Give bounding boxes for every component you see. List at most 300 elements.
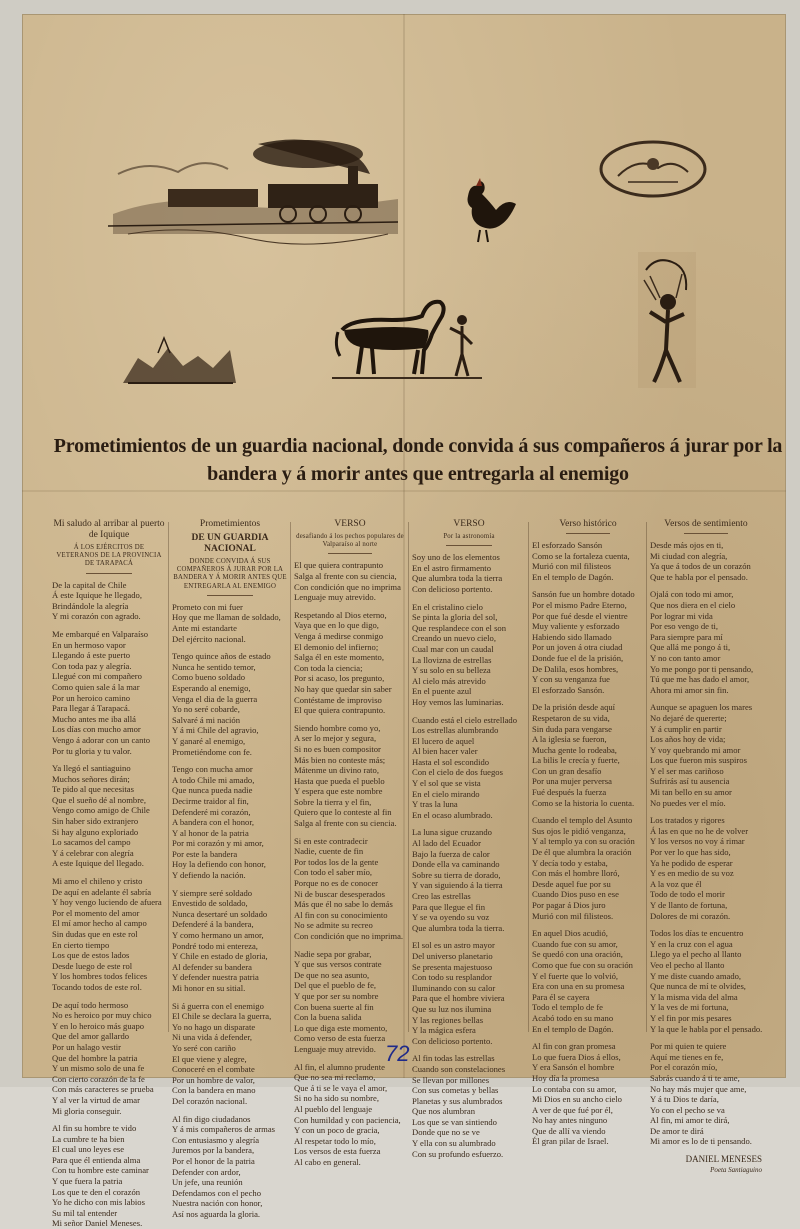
verse-line: Si hay alguno exploriado xyxy=(52,826,139,837)
verse-line: Y las regiones bellas xyxy=(412,1014,484,1025)
verse-line: De aquí todo hermoso xyxy=(52,999,129,1010)
verse-line: Y con su venganza fue xyxy=(532,674,610,685)
verse-line: Venga á medirse conmigo xyxy=(294,630,384,641)
verse-line: Ni una vida á defender, xyxy=(172,1032,253,1043)
verse-line: De que no sea asunto, xyxy=(294,969,370,980)
verse-line: Y al templo ya con su oración xyxy=(532,836,635,847)
verse-line: El demonio del infierno; xyxy=(294,641,379,652)
verse-line: En aquel Dios acudió, xyxy=(532,928,608,939)
column-heading: Versos de sentimiento xyxy=(664,519,748,529)
stanza xyxy=(532,540,644,582)
verse-line: A todo Chile mi amado, xyxy=(172,774,255,785)
verse-line: Mi amo el chileno y cristo xyxy=(52,876,143,887)
verse-line: En el templo de Dagón. xyxy=(532,571,614,582)
verse-line: No se admite su recreo xyxy=(294,920,373,931)
verse-line: Y tras la luna xyxy=(412,799,458,810)
verse-line: Del que el pueblo de fe, xyxy=(294,980,377,991)
verse-line: Prometiéndome con fe. xyxy=(172,746,252,757)
verse-line: Y ella con su alumbrado xyxy=(412,1138,496,1149)
stanza xyxy=(532,928,644,1034)
verse-line: Defendamos con el pecho xyxy=(172,1187,262,1198)
verse-line: Conoceré en el combate xyxy=(172,1064,255,1075)
verse-line: Al fin, mi amor te dirá, xyxy=(650,1115,730,1126)
verse-line: La llovizna de estrellas xyxy=(412,654,492,665)
verse-line: Muchos señores dirán; xyxy=(52,773,130,784)
verse-line: Sansón fue un hombre dotado xyxy=(532,589,635,600)
stanza xyxy=(52,763,166,869)
verse-line: Yo me pongo por ti pensando, xyxy=(650,663,754,674)
verse-line: Vaya que en lo que digo, xyxy=(294,620,379,631)
verse-line: Por mi quien te quiere xyxy=(650,1041,727,1052)
verse-line: Y defiendo la nación. xyxy=(172,870,246,881)
verse-line: Te pido al que necesitas xyxy=(52,784,134,795)
verse-line: Los que de estos lados xyxy=(52,950,130,961)
stanza xyxy=(412,827,526,933)
stanza xyxy=(532,815,644,921)
verse-line: Y á mi Chile del agravio, xyxy=(172,725,259,736)
verse-line: Tocando todos de este rol. xyxy=(52,981,142,992)
verse-line: Y al ver la virtud de amar xyxy=(52,1094,140,1105)
verse-line: Con entusiasmo y alegría xyxy=(172,1134,260,1145)
verse-line: Que alumbra toda la tierra. xyxy=(412,922,505,933)
verse-line: Vengo como amigo de Chile xyxy=(52,805,150,816)
verse-line: Al bien hacer valer xyxy=(412,746,478,757)
verse-line: Con toda paz y alegría. xyxy=(52,660,132,671)
verse-line: Para que llegue el fin xyxy=(412,901,486,912)
verse-line: Nunca he sentido temor, xyxy=(172,661,256,672)
verse-line: Los tratados y rigores xyxy=(650,815,725,826)
verse-line: Y á cumplir en partir xyxy=(650,723,722,734)
verse-line: Bajo la fuerza de calor xyxy=(412,848,490,859)
verse-line: Sin duda para vengarse xyxy=(532,723,612,734)
verse-line: Yo he dicho con mis labios xyxy=(52,1197,145,1208)
verse-line: Lo sacamos del campo xyxy=(52,837,131,848)
verse-line: Cuando fue con su amor, xyxy=(532,938,618,949)
broadside-sheet xyxy=(22,14,786,1229)
verse-line: Y hoy vengo luciendo de afuera xyxy=(52,897,162,908)
verse-line: Salga él en este momento, xyxy=(294,652,384,663)
verse-line: Se presenta majestuoso xyxy=(412,961,493,972)
verse-line: Planetas y sus alumbrados xyxy=(412,1095,503,1106)
verse-line: No puedes ver el mío. xyxy=(650,797,726,808)
verse-line: Los años hoy de vida; xyxy=(650,734,726,745)
verse-line: Que alumbra toda la tierra xyxy=(412,573,503,584)
verse-line: De aquí en adelante él sabría xyxy=(52,886,152,897)
column-subheading: Á LOS EJÉRCITOS DE VETERANOS DE LA PROVINCIA DE TARAPACÁ xyxy=(56,544,162,568)
verse-line: Para él se cayera xyxy=(532,991,590,1002)
verse-line: Sobre la tierra y el fin, xyxy=(294,796,372,807)
verse-line: Ni de buscar desesperados xyxy=(294,888,385,899)
verse-line: En el cielo mirando xyxy=(412,788,480,799)
verse-line: Hoy día la promesa xyxy=(532,1072,600,1083)
verse-line: Por pagar á Dios juro xyxy=(532,900,606,910)
verse-line: Todos los días te encuentro xyxy=(650,928,744,939)
poem-column-4 xyxy=(412,519,526,1159)
verse-line: Brindándole la alegría xyxy=(52,600,129,611)
stanza xyxy=(172,888,288,994)
verse-line: Tú que me has dado el amor, xyxy=(650,674,750,685)
verse-line: De amor te dirá xyxy=(650,1125,704,1136)
verse-line: Defenderé á la bandera, xyxy=(172,919,254,930)
verse-line: Por si acaso, los pregunto, xyxy=(294,673,385,684)
verse-line: Por este la bandera xyxy=(172,848,238,859)
verse-line: Con más el hombre lloró, xyxy=(532,868,620,879)
verse-line: Á este Iquique he llegado, xyxy=(52,590,142,601)
verse-line: Salvaré á mi nación xyxy=(172,714,241,725)
verse-line: El cual uno leyes ese xyxy=(52,1144,125,1155)
verse-line: Al fin, el alumno prudente xyxy=(294,1061,385,1072)
verse-line: Y un mismo solo de una fe xyxy=(52,1063,145,1074)
verse-line: Nadie sepa por grabar, xyxy=(294,948,372,959)
verse-line: Y á tu Dios te daría, xyxy=(650,1094,719,1105)
verse-line: Para llegar á Tarapacá. xyxy=(52,703,130,714)
verse-line: Yo con el pecho se va xyxy=(650,1104,725,1115)
stanza xyxy=(412,1053,526,1159)
verse-line: Todo el templo de fe xyxy=(532,1002,603,1013)
column-subheading: desafiando á los pechos populares de Valparaíso al norte xyxy=(296,533,404,549)
verse-line: Con la buena salida xyxy=(294,1012,362,1023)
stanza xyxy=(52,629,166,756)
verse-line: Creando un nuevo cielo, xyxy=(412,633,497,644)
stanza xyxy=(294,1062,406,1168)
verse-line: Y es en medio de su voz xyxy=(650,868,734,879)
stanza xyxy=(650,702,762,808)
verse-line: Con condición que no imprima xyxy=(294,581,401,592)
verse-line: Sabrás cuando á ti te ame, xyxy=(650,1072,740,1083)
verse-line: No es heroico por muy chico xyxy=(52,1010,152,1021)
verse-line: El esforzado Sansón xyxy=(532,540,603,550)
verse-line: Sobre su tierra de dorado, xyxy=(412,869,501,880)
verse-line: Contéstame de improviso xyxy=(294,694,382,705)
verse-line: Con la bandera en mano xyxy=(172,1085,256,1096)
verse-line: Y siempre seré soldado xyxy=(172,887,253,898)
column-divider xyxy=(646,522,647,1032)
verse-line: Los que fueron mis suspiros xyxy=(650,755,747,766)
verse-line: Como verso de esta fuerza xyxy=(294,1033,386,1044)
verse-line: Nuestra nación con honor, xyxy=(172,1198,263,1209)
heading-rule xyxy=(328,553,373,554)
verse-line: Y ganaré al enemigo, xyxy=(172,735,246,746)
stanza xyxy=(172,1114,288,1220)
verse-line: Y los versos no voy á rimar xyxy=(650,836,745,847)
verse-line: Veo el pecho al llanto xyxy=(650,959,725,970)
column-subheading: DONDE CONVIDA Á SUS COMPAÑEROS Á JURAR POR LA BANDERA Y Á MORIR ANTES QUE ENTREGARLA AL ENEMIGO xyxy=(173,558,287,590)
verse-line: Llegué con mi compañero xyxy=(52,671,142,682)
heading-rule xyxy=(566,533,611,534)
verse-line: Lo que diga este momento, xyxy=(294,1022,388,1033)
verse-line: Y en la cruz con el agua xyxy=(650,938,733,949)
verse-line: Muy valiente y esforzado xyxy=(532,621,620,632)
verse-line: Fué después la fuerza xyxy=(532,787,607,798)
verse-line: Por mi corazón y mi amor, xyxy=(172,838,264,849)
verse-line: Y con un poco de gracia, xyxy=(294,1125,380,1136)
verse-line: Y los hombres todos felices xyxy=(52,971,148,982)
column-heading: Verso histórico xyxy=(559,519,617,529)
verse-line: A ver de que fué por él, xyxy=(532,1104,613,1115)
verse-line: Juremos por la bandera, xyxy=(172,1145,255,1156)
verse-line: Soy uno de los elementos xyxy=(412,552,500,563)
verse-line: Con más caracteres se prueba xyxy=(52,1084,154,1095)
verse-line: Mi señor Daniel Meneses. xyxy=(52,1218,143,1229)
verse-line: Al fin su hombre te vido xyxy=(52,1123,137,1134)
verse-line: Ahora mi amor sin fin. xyxy=(650,684,729,695)
verse-line: Ya he podido de esperar xyxy=(650,857,733,868)
verse-line: Que de allí va viendo xyxy=(532,1125,606,1136)
verse-line: Y la ves de mi fortuna, xyxy=(650,1002,729,1013)
verse-line: Por un joven á otra ciudad xyxy=(532,642,623,653)
verse-line: Con delicioso portento. xyxy=(412,583,493,594)
verse-line: Quiero que lo conteste al fin xyxy=(294,807,392,818)
column-subheading: Por la astronomía xyxy=(443,533,495,540)
verse-line: Mi tan bello en su amor xyxy=(650,787,732,798)
verse-line: En el cristalino cielo xyxy=(412,601,483,612)
verse-line: Ya llegó el santiaguino xyxy=(52,763,131,774)
verse-line: Mi honor en su sitial. xyxy=(172,983,246,993)
verse-line: Nunca desertaré un soldado xyxy=(172,908,268,919)
verse-line: En un hermoso vapor xyxy=(52,639,126,650)
verse-line: No dejaré de quererte; xyxy=(650,712,727,723)
stanza xyxy=(650,540,762,582)
verse-line: Ya que á todos de un corazón xyxy=(650,561,751,572)
column-heading: VERSO xyxy=(453,519,485,529)
stanza xyxy=(412,552,526,594)
column-heading: Mi saludo al arribar al puerto de Iquique xyxy=(53,519,165,540)
verse-line: A bandera con el honor, xyxy=(172,817,254,828)
stanza xyxy=(172,1001,288,1107)
verse-line: Dolores de mi corazón. xyxy=(650,910,731,921)
verse-line: Y no con tanto amor xyxy=(650,652,721,663)
train-vignette-icon xyxy=(108,134,398,244)
verse-line: Venga el dia de la guerra xyxy=(172,693,258,704)
verse-line: Porque no es de conocer xyxy=(294,878,378,889)
verse-line: No hay que quedar sin saber xyxy=(294,683,392,694)
verse-line: Que no sea mi reclamo, xyxy=(294,1072,376,1083)
stanza xyxy=(650,1041,762,1147)
verse-line: Un jefe, una reunión xyxy=(172,1177,243,1188)
verse-line: Tengo quince años de estado xyxy=(172,651,271,662)
verse-line: Del universo planetario xyxy=(412,950,493,961)
verse-line: Como se la historia lo cuenta. xyxy=(532,797,635,808)
rooster-icon xyxy=(450,174,522,246)
verse-line: Se pinta la gloria del sol, xyxy=(412,612,498,623)
verse-line: Y el fuerte que lo volvió, xyxy=(532,970,619,981)
verse-line: Como quien sale á la mar xyxy=(52,681,140,692)
verse-line: Y en lo heroico más guapo xyxy=(52,1020,145,1031)
verse-line: Y decía todo y estaba, xyxy=(532,857,608,868)
verse-line: Los que te den el corazón xyxy=(52,1186,141,1197)
verse-line: Y la que le habla por el pensado. xyxy=(650,1023,763,1034)
verse-line: Salga al frente con su ciencia. xyxy=(294,818,397,829)
verse-line: Al cabo en general. xyxy=(294,1156,361,1167)
heading-rule xyxy=(684,533,729,534)
verse-line: Que nunca de mí te olvides, xyxy=(650,981,746,992)
verse-line: Por un halago vestir xyxy=(52,1041,121,1052)
verse-line: Donde ella va caminando xyxy=(412,859,500,870)
verse-line: Sin dudas que en este rol xyxy=(52,929,138,940)
verse-line: Y mi corazón con agrado. xyxy=(52,611,141,622)
verse-line: Mucha gente lo rodeaba, xyxy=(532,744,617,755)
stanza xyxy=(52,580,166,622)
verse-line: La cumbre te ha bien xyxy=(52,1133,125,1144)
verse-line: Y el ser mas cariñoso xyxy=(650,765,724,776)
verse-line: Que te habla por el pensado. xyxy=(650,571,748,582)
verse-line: Era con una en su promesa xyxy=(532,981,625,992)
verse-line: Hoy la defiendo con honor, xyxy=(172,859,266,870)
verse-line: Con todo el saber mío, xyxy=(294,867,373,878)
verse-line: Llegando á este puerto xyxy=(52,650,131,661)
verse-line: Desde luego de este rol xyxy=(52,960,133,971)
stanza xyxy=(532,1041,644,1147)
folio-number: 72 xyxy=(385,1041,410,1066)
verse-line: En el ocaso alumbrado. xyxy=(412,809,493,820)
horizontal-fold xyxy=(22,490,786,492)
verse-line: De él que alumbra la oración xyxy=(532,847,632,858)
verse-line: Creo las estrellas xyxy=(412,891,471,902)
verse-line: Como se la fortaleza cuenta, xyxy=(532,550,630,561)
verse-line: La bilis le crecía y fuerte, xyxy=(532,755,620,766)
verse-line: Con humildad y con paciencia, xyxy=(294,1114,401,1125)
horse-and-soldier-icon xyxy=(332,290,482,382)
verse-line: De la capital de Chile xyxy=(52,579,127,590)
verse-line: Donde que no se ve xyxy=(412,1127,480,1138)
verse-line: Con cierto corazón de la fe xyxy=(52,1073,145,1084)
verse-line: Así nos aguarda la gloria. xyxy=(172,1208,261,1219)
stanza xyxy=(52,876,166,993)
verse-line: Los días con mucho amor xyxy=(52,724,141,735)
column-heading-secondary: DE UN GUARDIA NACIONAL xyxy=(191,533,269,554)
verse-line: Que del amor gallardo xyxy=(52,1031,130,1042)
verse-line: No hay antes ninguno xyxy=(532,1115,608,1126)
heading-rule xyxy=(86,573,132,574)
verse-line: Hoy que me llaman de soldado, xyxy=(172,612,281,623)
verse-line: Hasta el sol escondido xyxy=(412,756,490,767)
stanza xyxy=(52,1123,166,1229)
verse-line: Al defender su bandera xyxy=(172,961,252,972)
verse-line: Yo seré con cariño xyxy=(172,1042,236,1053)
verse-line: Por todos los de la gente xyxy=(294,856,379,867)
verse-line: Mucho antes me iba allá xyxy=(52,713,136,724)
verse-line: Hoy vemos las luminarias. xyxy=(412,696,504,707)
verse-line: Por ver lo que has sido, xyxy=(650,847,731,858)
verse-line: Murió con mil filisteos xyxy=(532,561,612,572)
verse-line: Cuando Dios puso en ese xyxy=(532,889,619,900)
column-heading: VERSO xyxy=(334,519,366,529)
verse-line: Murió con mil filisteos. xyxy=(532,910,614,921)
verse-line: Yo no seré cobarde, xyxy=(172,704,240,715)
verse-line: Me embarqué en Valparaíso xyxy=(52,628,149,639)
author-signature: DANIEL MENESES xyxy=(685,1154,762,1165)
verse-line: Ojalá con todo mi amor, xyxy=(650,589,734,600)
verse-line: Que á ti se le vaya el amor, xyxy=(294,1082,388,1093)
verse-line: Con un gran desafío xyxy=(532,765,602,776)
stanza xyxy=(650,815,762,921)
verse-line: A la iglesia se fueron, xyxy=(532,734,607,745)
poem-column-6 xyxy=(650,519,763,1174)
verse-line: Los estrellas alumbrando xyxy=(412,725,499,736)
verse-line: Y la misma vida del alma xyxy=(650,991,738,1002)
verse-line: Por el mismo Padre Eterno, xyxy=(532,599,627,610)
verse-line: Con condición que no imprima. xyxy=(294,931,404,941)
verse-line: Y su solo en su belleza xyxy=(412,665,491,676)
verse-line: A la voz que él xyxy=(650,878,702,889)
verse-line: Cuando está el cielo estrellado xyxy=(412,714,517,725)
verse-line: El Chile se declara la guerra, xyxy=(172,1011,272,1022)
poem-column-2 xyxy=(172,519,288,1219)
verse-line: En el astro firmamento xyxy=(412,562,491,573)
stanza xyxy=(532,702,644,808)
verse-line: Y van siguiendo á la tierra xyxy=(412,880,503,891)
verse-line: Defender con ardor, xyxy=(172,1166,241,1177)
stanza xyxy=(294,560,406,602)
verse-line: De Dalila, esos hombres, xyxy=(532,663,619,674)
verse-line: Con buena suerte al fin xyxy=(294,1001,374,1012)
verse-line: Los versos de esta fuerza xyxy=(294,1146,381,1157)
verse-line: Más bien no conteste más; xyxy=(294,754,386,765)
column-divider xyxy=(408,522,409,1032)
stanza xyxy=(412,602,526,708)
stanza xyxy=(294,836,406,942)
verse-line: A ser lo mejor y segura, xyxy=(294,733,377,744)
verse-line: Que su luz nos ilumina xyxy=(412,1003,492,1014)
verse-line: Cual mar con un caudal xyxy=(412,643,494,654)
verse-line: Del corazón nacional. xyxy=(172,1095,248,1106)
verse-line: Los que se van sintiendo xyxy=(412,1116,497,1127)
verse-line: Cuando son constelaciones xyxy=(412,1063,506,1074)
column-divider xyxy=(528,522,529,1032)
verse-line: El sol es un astro mayor xyxy=(412,940,495,951)
verse-line: Y el fin por mis pesares xyxy=(650,1012,732,1023)
poem-column-1 xyxy=(52,519,166,1229)
verse-line: Desde más ojos en ti, xyxy=(650,540,724,550)
stanza xyxy=(172,764,288,881)
stanza xyxy=(172,602,288,644)
stanza xyxy=(650,928,762,1034)
verse-line: Se llevan por millones xyxy=(412,1074,490,1085)
verse-line: Que el sueño dé al nombre, xyxy=(52,794,147,805)
verse-line: Mátenme un divino rato, xyxy=(294,765,379,776)
verse-line: El que quiera contrapunto. xyxy=(294,705,386,716)
verse-line: Lo contaba con su amor, xyxy=(532,1083,617,1094)
verse-line: Y defender nuestra patria xyxy=(172,972,259,983)
verse-line: Envestido de soldado, xyxy=(172,898,248,909)
stanza xyxy=(172,651,288,757)
verse-line: Desde aquel fue por su xyxy=(532,878,611,889)
verse-line: Si á guerra con el enemigo xyxy=(172,1000,264,1011)
verse-line: Y que fuera la patria xyxy=(52,1176,123,1187)
verse-line: Todo de todo el morir xyxy=(650,889,725,900)
verse-line: Con sus cometas y bellas xyxy=(412,1085,499,1096)
verse-line: Sin haber sido extranjero xyxy=(52,816,139,827)
verse-line: Y que por ser su nombre xyxy=(294,990,379,1001)
verse-line: Si no es buen compositor xyxy=(294,743,381,754)
verse-line: Al pueblo del lenguaje xyxy=(294,1103,373,1114)
stanza xyxy=(294,949,406,1055)
verse-line: Por el corazón mío, xyxy=(650,1062,718,1073)
verse-line: Al respetar todo lo mío, xyxy=(294,1135,376,1146)
verse-line: Por eso vengo de ti, xyxy=(650,621,719,632)
stanza xyxy=(412,715,526,821)
verse-line: Del ejército nacional. xyxy=(172,633,246,644)
heading-rule xyxy=(446,545,492,546)
verse-line: Con toda la ciencia; xyxy=(294,662,363,673)
verse-line: Que allá me pongo á ti, xyxy=(650,642,731,653)
verse-line: Al lado del Ecuador xyxy=(412,838,481,849)
verse-line: Su mil tal entender xyxy=(52,1207,118,1218)
verse-line: Aquí me tienes en fe, xyxy=(650,1051,724,1062)
heading-rule xyxy=(207,595,253,596)
column-heading: Prometimientos xyxy=(199,519,261,529)
column-divider xyxy=(168,522,169,1032)
